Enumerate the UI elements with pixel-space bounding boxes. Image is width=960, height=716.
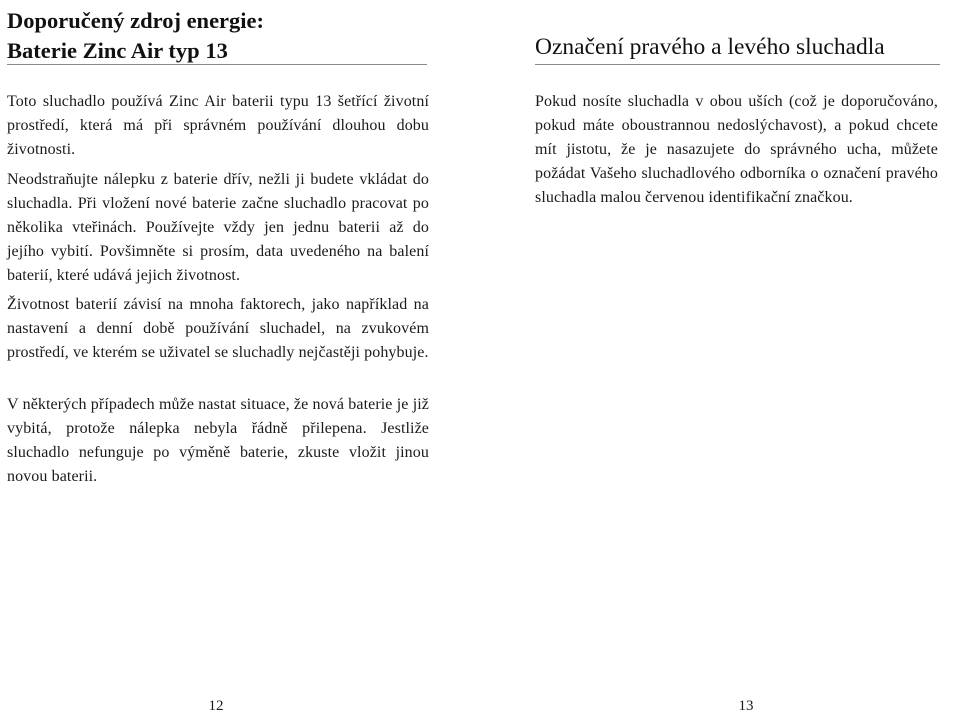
page-number-left: 12	[208, 698, 224, 714]
left-heading-divider	[7, 64, 427, 65]
right-page	[480, 0, 960, 716]
battery-lifetime-paragraph: Životnost baterií závisí na mnoha faktorech, jako například na nastavení a denní době používání sluchadel, na zvukovém prostředí, ve kterém se uživatel se sluchadly nejčastěji pohybuje.	[7, 296, 429, 361]
right-page-heading: Označení pravého a levého sluchadla	[535, 34, 885, 60]
marking-paragraph: Pokud nosíte sluchadla v obou uších (což je doporučováno, pokud máte oboustrannou nedoslýchavost), a pokud chcete mít jistotu, že je nasazujete do správného ucha, můžete požádat Vašeho sluchadlového odborníka o označení pravého sluchadla malou červenou identifikační značkou.	[535, 93, 938, 206]
right-heading-divider	[535, 64, 940, 65]
heading-line-1: Doporučený zdroj energie:	[7, 8, 265, 33]
battery-empty-paragraph: V některých případech může nastat situace, že nová baterie je již vybitá, protože nálepka nebyla řádně přilepena. Jestliže sluchadlo nefunguje po výměně baterie, zkuste vložit jinou novou baterii.	[7, 396, 429, 485]
heading-line-2: Baterie Zinc Air typ 13	[7, 38, 228, 63]
battery-intro-paragraph: Toto sluchadlo používá Zinc Air baterii typu 13 šetřící životní prostředí, která má při správném používání dlouhou dobu životnosti.	[7, 93, 429, 158]
page-number-right: 13	[738, 698, 754, 714]
battery-sticker-paragraph: Neodstraňujte nálepku z baterie dřív, nežli ji budete vkládat do sluchadla. Při vložení nové baterie začne sluchadlo pracovat po několika vteřinách. Používejte vždy jen jednu baterii až do jejího vybití. Povšimněte si prosím, data uvedeného na balení baterií, které udává jejich životnost.	[7, 171, 429, 284]
left-page-heading	[7, 6, 427, 66]
